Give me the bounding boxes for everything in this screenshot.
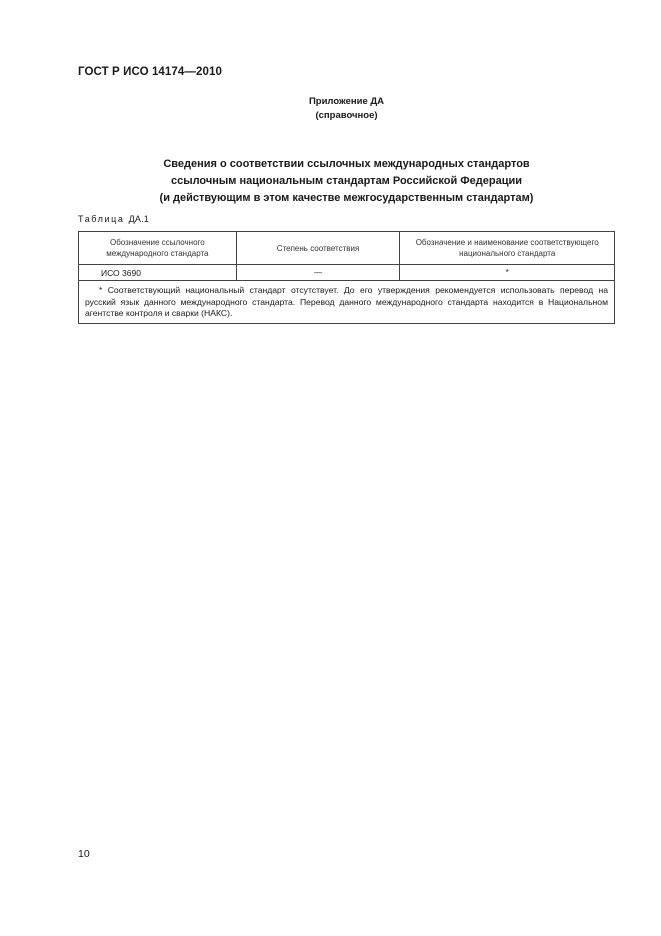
reference-table (78, 231, 615, 324)
table-caption-label: Таблица (78, 214, 125, 224)
table-caption-number: ДА.1 (128, 214, 150, 224)
header-designation (79, 232, 237, 265)
cell-degree: — (236, 265, 400, 281)
header-degree-line-1: Степень соответствия (276, 243, 360, 253)
table-note-row (79, 281, 615, 324)
section-title (0, 156, 661, 207)
page-number: 10 (78, 848, 90, 860)
cell-national: * (400, 265, 615, 281)
annex-heading (0, 95, 661, 123)
header-designation-line-2: международного стандарта (106, 249, 209, 258)
annex-type: (справочное) (315, 110, 378, 121)
table-note (79, 281, 615, 324)
annex-title: Приложение ДА (308, 96, 385, 107)
header-national-line-1: Обозначение и наименование соответствующего (415, 238, 599, 247)
cell-designation: ИСО 3690 (79, 265, 237, 281)
document-header: ГОСТ Р ИСО 14174—2010 (78, 66, 223, 78)
header-degree (236, 232, 400, 265)
table-header-row (79, 232, 615, 265)
table-note-text: * Соответствующий национальный стандарт отсутствует. До его утверждения рекомендуется использовать перевод на русский язык данного международного стандарта. Перевод данного международного стандарта находится в Национальном агентстве контроля и сварки (НАКС). (85, 285, 608, 318)
section-title-line-1: Сведения о соответствии ссылочных международных стандартов (163, 158, 530, 170)
header-designation-line-1: Обозначение ссылочного (110, 238, 205, 247)
header-national (400, 232, 615, 265)
table-row (79, 265, 615, 281)
section-title-line-2: ссылочным национальным стандартам Российской Федерации (170, 175, 523, 187)
table-caption (78, 214, 149, 224)
header-national-line-2: национального стандарта (459, 249, 556, 258)
section-title-line-3: (и действующим в этом качестве межгосударственным стандартам) (159, 192, 534, 204)
